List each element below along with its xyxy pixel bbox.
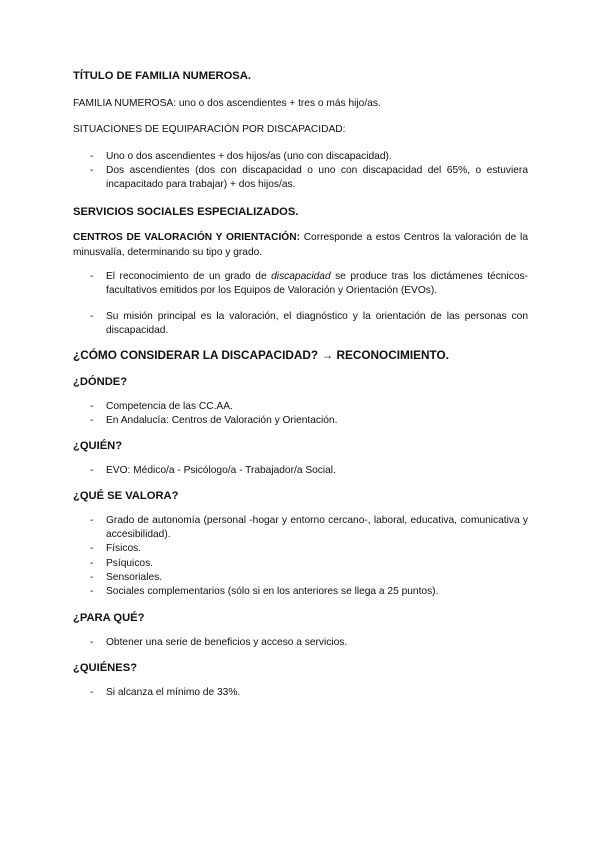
list-item: - Físicos. xyxy=(90,543,142,555)
list-item: - EVO: Médico/a - Psicólogo/a - Trabajador/a Social. xyxy=(90,465,336,476)
centros-paragraph: CENTROS DE VALORACIÓN Y ORIENTACIÓN: Corresponde a estos Centros la valoración de la minusvalía, determinando su tipo y grado. xyxy=(73,232,528,258)
list-item: - Competencia de las CC.AA. xyxy=(90,401,233,412)
para-list xyxy=(73,636,528,650)
list-item: - Su misión principal es la valoración, el diagnóstico y la orientación de las personas con discapacidad. xyxy=(90,311,528,337)
para-heading: ¿PARA QUÉ? xyxy=(73,612,145,624)
quienes-heading: ¿QUIÉNES? xyxy=(73,662,138,674)
centros-list xyxy=(73,270,528,298)
equiparacion-heading: SITUACIONES DE EQUIPARACIÓN POR DISCAPACIDAD: xyxy=(73,124,346,135)
que-list xyxy=(73,514,528,599)
quien-heading: ¿QUIÉN? xyxy=(73,440,123,452)
list-item: - Grado de autonomía (personal -hogar y entorno cercano-, laboral, educativa, comunicativa y accesibilidad). xyxy=(90,515,528,541)
quien-list xyxy=(73,464,528,478)
list-item: - Uno o dos ascendientes + dos hijos/as (uno con discapacidad). xyxy=(90,151,392,162)
list-item: - Sociales complementarios (sólo si en los anteriores se llega a 25 puntos). xyxy=(90,586,439,598)
como-heading: ¿CÓMO CONSIDERAR LA DISCAPACIDAD? → RECONOCIMIENTO. xyxy=(73,348,449,362)
familia-definition: FAMILIA NUMEROSA: uno o dos ascendientes + tres o más hijo/as. xyxy=(73,98,381,109)
servicios-heading: SERVICIOS SOCIALES ESPECIALIZADOS. xyxy=(73,206,299,218)
list-item: - En Andalucía: Centros de Valoración y Orientación. xyxy=(90,415,338,427)
centros-list-2 xyxy=(73,310,528,338)
list-item: - El reconocimiento de un grado de discapacidad se produce tras los dictámenes técnicos-facultativos emitidos por los Equipos de Valoración y Orientación (EVOs). xyxy=(90,271,528,297)
document-title: TÍTULO DE FAMILIA NUMEROSA. xyxy=(73,70,251,82)
list-item: - Psíquicos. xyxy=(90,557,153,569)
donde-list xyxy=(73,400,528,428)
quienes-list xyxy=(73,686,528,700)
list-item: - Sensoriales. xyxy=(90,571,163,583)
que-heading: ¿QUÉ SE VALORA? xyxy=(73,490,179,502)
list-item: - Dos ascendientes (dos con discapacidad o uno con discapacidad del 65%, o estuviera incapacitado para trabajar) + dos hijos/as. xyxy=(90,165,528,191)
donde-heading: ¿DÓNDE? xyxy=(73,376,128,388)
list-item: - Si alcanza el mínimo de 33%. xyxy=(90,687,241,698)
centros-label: CENTROS DE VALORACIÓN Y ORIENTACIÓN: xyxy=(73,232,300,243)
list-item: - Obtener una serie de beneficios y acceso a servicios. xyxy=(90,637,348,648)
equiparacion-list xyxy=(73,150,528,193)
